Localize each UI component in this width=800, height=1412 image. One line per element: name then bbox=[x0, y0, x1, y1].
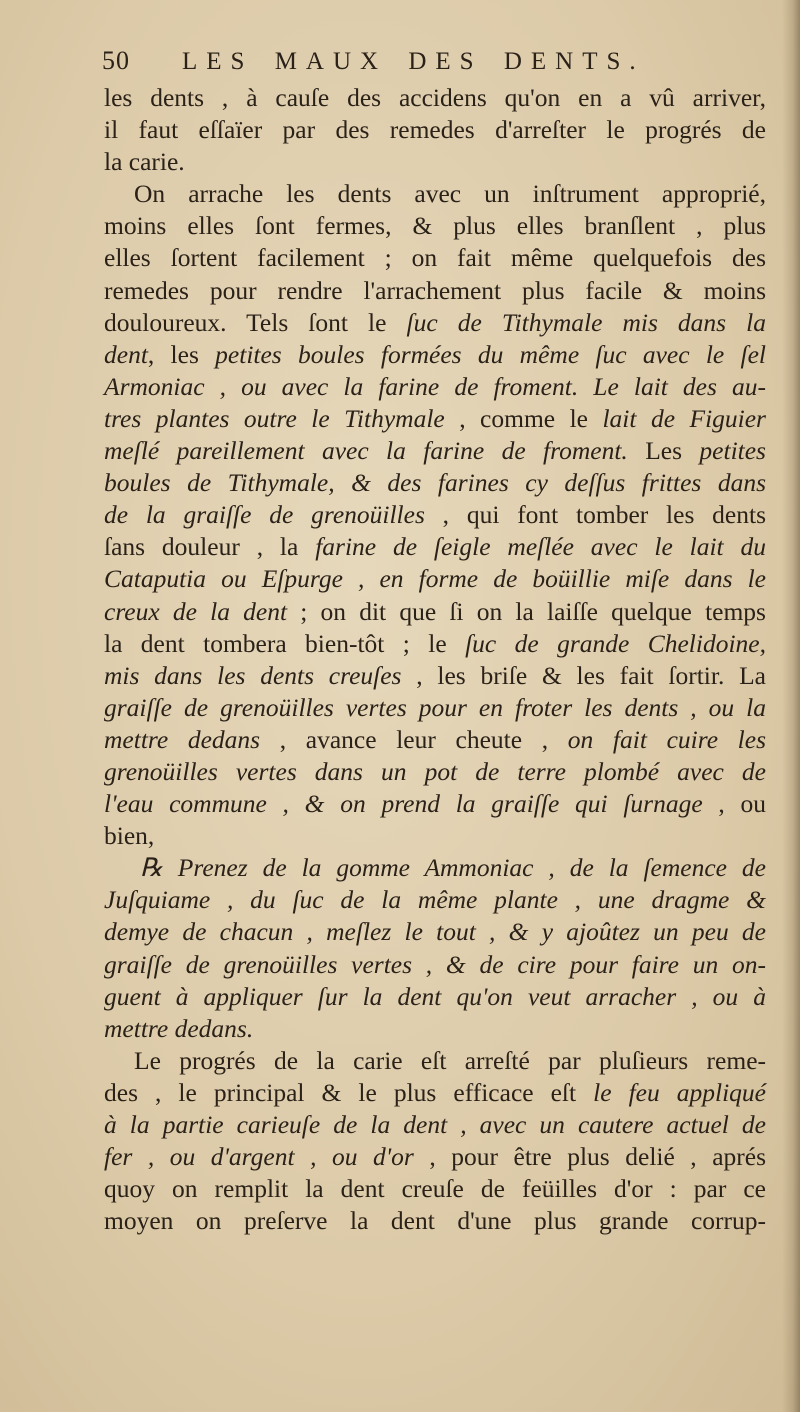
italic-text: creux de la dent bbox=[104, 596, 288, 626]
text-block bbox=[104, 46, 766, 1237]
text-line bbox=[104, 1013, 766, 1045]
text-line bbox=[104, 852, 766, 884]
italic-text: graiſſe de grenoüilles vertes , & de cire pour faire un on- bbox=[104, 949, 766, 979]
text-line bbox=[104, 884, 766, 916]
text-line bbox=[104, 403, 766, 435]
roman-text: , les briſe & les fait ſortir. La bbox=[401, 660, 766, 690]
text-line bbox=[104, 114, 766, 146]
text-line bbox=[104, 275, 766, 307]
running-head: LES MAUX DES DENTS. bbox=[182, 48, 645, 75]
roman-text: ſans douleur , la bbox=[104, 532, 316, 562]
roman-text: bien, bbox=[104, 821, 155, 851]
italic-text: ſuc de grande Chelidoine, bbox=[465, 628, 766, 658]
text-line bbox=[104, 628, 766, 660]
text-line bbox=[104, 788, 766, 820]
text-line bbox=[104, 981, 766, 1013]
italic-text: l'eau commune , & on prend la graiſſe qui ſurnage bbox=[104, 789, 703, 819]
roman-text: ; on dit que ſi on la laiſſe quelque temps bbox=[287, 596, 766, 626]
italic-text: meſlé pareillement avec la farine de froment. bbox=[104, 436, 628, 466]
text-line bbox=[104, 596, 766, 628]
text-line bbox=[104, 499, 766, 531]
text-line bbox=[104, 1109, 766, 1141]
body-text bbox=[104, 82, 766, 1237]
text-line bbox=[104, 756, 766, 788]
roman-text: moyen on preſerve la dent d'une plus grande corrup- bbox=[104, 1206, 766, 1236]
italic-text: mettre dedans bbox=[104, 724, 261, 754]
roman-text: la dent tombera bien-tôt ; le bbox=[104, 628, 466, 658]
text-line bbox=[104, 371, 766, 403]
italic-text: grenoüilles vertes dans un pot de terre plombé avec de bbox=[104, 756, 766, 786]
italic-text: boules de Tithymale, & des farines cy deſſus frittes dans bbox=[104, 468, 766, 498]
roman-text: , avance leur cheute , bbox=[260, 724, 568, 754]
roman-text: , les bbox=[147, 339, 216, 369]
text-line bbox=[104, 82, 766, 114]
page-edge-shadow bbox=[782, 0, 800, 1412]
text-line bbox=[104, 660, 766, 692]
roman-text: il faut eſſaïer par des remedes d'arreſter le progrés de bbox=[104, 115, 766, 145]
italic-text: mettre dedans. bbox=[104, 1013, 254, 1043]
italic-text: Cataputia ou Eſpurge , en forme de boüillie miſe dans le bbox=[104, 564, 766, 594]
italic-text: ſuc de Tithymale mis dans la bbox=[406, 307, 766, 337]
text-line bbox=[104, 692, 766, 724]
italic-text: guent à appliquer ſur la dent qu'on veut arracher , ou à bbox=[104, 981, 766, 1011]
italic-text: demye de chacun , meſlez le tout , & y ajoûtez un peu de bbox=[104, 917, 766, 947]
text-line bbox=[104, 178, 766, 210]
italic-text: fer , ou d'argent , ou d'or bbox=[104, 1142, 414, 1172]
text-line bbox=[104, 949, 766, 981]
text-line bbox=[104, 435, 766, 467]
italic-text: le feu appliqué bbox=[593, 1077, 766, 1107]
roman-text: remedes pour rendre l'arrachement plus facile & moins bbox=[104, 275, 766, 305]
text-line bbox=[104, 1173, 766, 1205]
page-number: 50 bbox=[102, 46, 130, 75]
text-line bbox=[104, 1077, 766, 1109]
roman-text: , comme le bbox=[444, 403, 603, 433]
page-header bbox=[102, 46, 766, 82]
roman-text: quoy on remplit la dent creuſe de feüilles d'or : par ce bbox=[104, 1174, 766, 1204]
text-line bbox=[104, 307, 766, 339]
roman-text: les dents , à cauſe des accidens qu'on en a vû arriver, bbox=[104, 83, 766, 112]
italic-text: Juſquiame , du ſuc de la même plante , une dragme & bbox=[104, 885, 766, 915]
text-line bbox=[104, 1141, 766, 1173]
italic-text: petites bbox=[699, 436, 766, 466]
roman-text: la carie. bbox=[104, 147, 185, 177]
italic-text: dent bbox=[104, 339, 148, 369]
roman-text: Les bbox=[627, 436, 700, 466]
roman-text: Le progrés de la carie eſt arreſté par pluſieurs reme- bbox=[134, 1045, 766, 1075]
roman-text: , qui font tomber les dents bbox=[424, 500, 766, 530]
italic-text: à la partie carieuſe de la dent , avec un cautere actuel de bbox=[104, 1110, 766, 1139]
text-line bbox=[104, 724, 766, 756]
text-line bbox=[104, 146, 766, 178]
roman-text: On arrache les dents avec un inſtrument approprié, bbox=[134, 179, 766, 209]
roman-text: , pour être plus delié , aprés bbox=[413, 1142, 766, 1172]
roman-text: moins elles ſont fermes, & plus elles branſlent , plus bbox=[104, 211, 766, 241]
text-line bbox=[104, 210, 766, 242]
italic-text: mis dans les dents creuſes bbox=[104, 660, 402, 690]
roman-text: , ou bbox=[702, 789, 766, 819]
roman-text: douloureux. Tels ſont le bbox=[104, 307, 407, 337]
text-line bbox=[104, 916, 766, 948]
italic-text: graiſſe de grenoüilles vertes pour en froter les dents , ou la bbox=[104, 692, 766, 722]
italic-text: farine de ſeigle meſlée avec le lait du bbox=[315, 532, 766, 562]
text-line bbox=[104, 563, 766, 595]
italic-text: on fait cuire les bbox=[567, 724, 766, 754]
text-line bbox=[104, 339, 766, 371]
text-line bbox=[104, 820, 766, 852]
text-line bbox=[104, 467, 766, 499]
italic-text: tres plantes outre le Tithymale bbox=[104, 403, 445, 433]
text-line bbox=[104, 242, 766, 274]
italic-text: lait de Figuier bbox=[602, 403, 766, 433]
roman-text: elles ſortent facilement ; on fait même quelquefois des bbox=[104, 243, 766, 273]
italic-text: ℞ Prenez de la gomme Ammoniac , de la ſemence de bbox=[140, 853, 766, 883]
text-line bbox=[104, 1205, 766, 1237]
text-line bbox=[104, 531, 766, 563]
italic-text: Armoniac , ou avec la farine de froment. Le lait des au- bbox=[104, 371, 766, 401]
text-line bbox=[104, 1045, 766, 1077]
italic-text: petites boules formées du même ſuc avec le ſel bbox=[215, 339, 766, 369]
roman-text: des , le principal & le plus efficace eſt bbox=[104, 1077, 594, 1107]
italic-text: de la graiſſe de grenoüilles bbox=[104, 500, 425, 530]
